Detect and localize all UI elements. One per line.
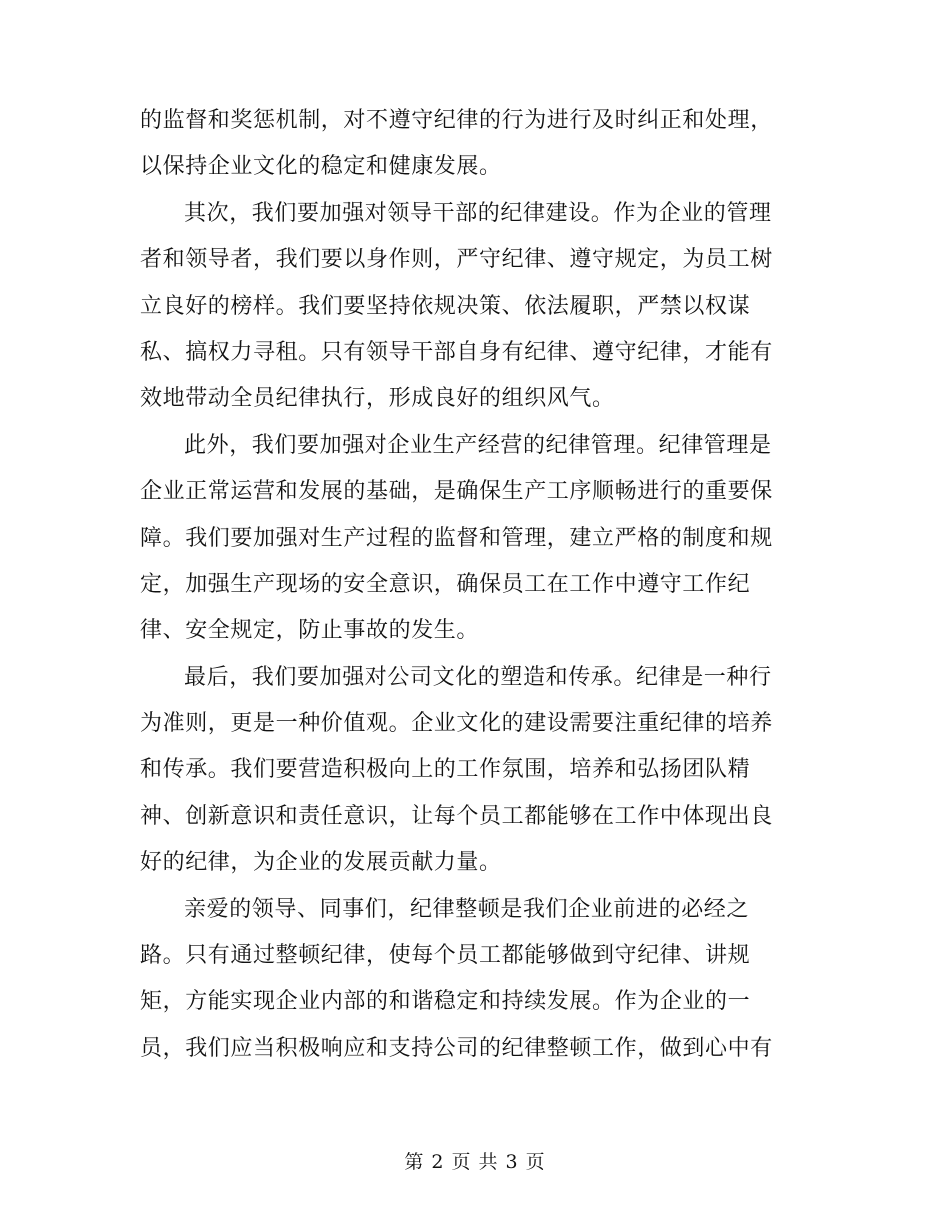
text-line: 障。我们要加强对生产过程的监督和管理，建立严格的制度和规 [140, 525, 773, 551]
text-line: 好的纪律，为企业的发展贡献力量。 [140, 850, 502, 876]
page-footer [0, 1147, 950, 1174]
text-line: 矩，方能实现企业内部的和谐稳定和持续发展。作为企业的一 [140, 989, 751, 1015]
text-line: 的监督和奖惩机制，对不遵守纪律的行为进行及时纠正和处理， [140, 108, 773, 133]
text-line: 律、安全规定，防止事故的发生。 [140, 618, 480, 644]
text-line: 为准则，更是一种价值观。企业文化的建设需要注重纪律的培养 [140, 711, 773, 737]
paragraph-start-line: 其次，我们要加强对领导干部的纪律建设。作为企业的管理 [184, 200, 772, 226]
text-line: 立良好的榜样。我们要坚持依规决策、依法履职，严禁以权谋 [140, 293, 751, 319]
body-text [140, 98, 800, 1072]
text-line: 神、创新意识和责任意识，让每个员工都能够在工作中体现出良 [140, 803, 773, 829]
paragraph-start-line: 此外，我们要加强对企业生产经营的纪律管理。纪律管理是 [184, 432, 772, 458]
text-line: 以保持企业文化的稳定和健康发展。 [140, 154, 502, 180]
text-line: 效地带动全员纪律执行，形成良好的组织风气。 [140, 386, 615, 412]
text-line: 者和领导者，我们要以身作则，严守纪律、遵守规定，为员工树 [140, 247, 773, 273]
paragraph-start-line: 最后，我们要加强对公司文化的塑造和传承。纪律是一种行 [184, 664, 772, 690]
text-line: 定，加强生产现场的安全意识，确保员工在工作中遵守工作纪 [140, 571, 751, 597]
text-line: 私、搞权力寻租。只有领导干部自身有纪律、遵守纪律，才能有 [140, 339, 773, 365]
text-line: 和传承。我们要营造积极向上的工作氛围，培养和弘扬团队精 [140, 757, 751, 783]
text-line: 员，我们应当积极响应和支持公司的纪律整顿工作，做到心中有 [140, 1035, 773, 1061]
paragraph-start-line: 亲爱的领导、同事们，纪律整顿是我们企业前进的必经之 [184, 896, 750, 922]
text-line: 企业正常运营和发展的基础，是确保生产工序顺畅进行的重要保 [140, 479, 773, 505]
text-line: 路。只有通过整顿纪律，使每个员工都能够做到守纪律、讲规 [140, 943, 751, 969]
page-number-label: 第 2 页 共 3 页 [404, 1151, 546, 1173]
